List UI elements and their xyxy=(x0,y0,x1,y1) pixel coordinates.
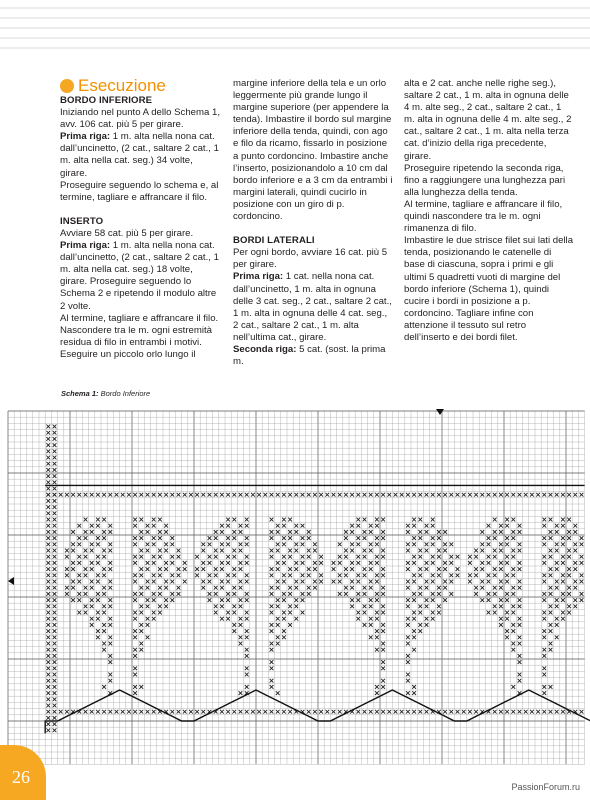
bullet-dot-icon xyxy=(60,79,74,93)
bordo-heading: BORDO INFERIORE xyxy=(60,95,153,106)
filet-chart-schema-1 xyxy=(0,405,590,765)
page-number: 26 xyxy=(12,767,30,787)
text-column-1 xyxy=(60,78,220,361)
instructions-text xyxy=(60,76,574,378)
inserto-prima-label: Prima riga: xyxy=(60,240,111,252)
schema-caption xyxy=(61,389,150,398)
inserto-prima-riga xyxy=(60,240,220,313)
col3-para3: Al termine, tagliare e affrancare il filo, quindi nascondere tra le m. ogni rimanenza di filo. xyxy=(404,198,563,235)
inserto-heading: INSERTO xyxy=(60,215,104,227)
bordi-seconda-riga xyxy=(233,344,393,368)
caption-text: Bordo Inferiore xyxy=(98,389,151,398)
bordi-intro: Per ogni bordo, avviare 16 cat. più 5 per girare. xyxy=(233,247,388,271)
col3-para2: Proseguire ripetendo la seconda riga, fino a raggiungere una lunghezza pari alla lunghezza della tenda. xyxy=(404,162,566,198)
col3-para4: Imbastire le due strisce filet sui lati della tenda, posizionando le catenelle di base di ciascuna, sopra i primi e gli ultimi 5 quadretti vuoti di margine del bordo inferiore (Schema 1), quindi cucire i bordi in posizione a p. cordoncino. Tagliare infine con attenzione il tessuto sul retro dell’inserto e dei bordi filet. xyxy=(404,235,574,343)
bordo-prima-riga xyxy=(60,131,220,179)
bordi-heading: BORDI LATERALI xyxy=(233,235,315,247)
inserto-eseguire: Eseguire un piccolo orlo lungo il xyxy=(60,348,196,360)
watermark: PassionForum.ru xyxy=(511,782,580,792)
bordi-prima-label: Prima riga: xyxy=(233,271,284,283)
header-rule-lines xyxy=(0,0,590,60)
bordi-seconda-label: Seconda riga: xyxy=(233,343,297,355)
caption-label: Schema 1: xyxy=(61,389,99,398)
inserto-intro: Avviare 58 cat. più 5 per girare. xyxy=(60,227,194,239)
inserto-end: Al termine, tagliare e affrancare il filo. Nascondere tra le m. ogni estremità residua di filo in entrambi i motivi. xyxy=(60,312,219,348)
col2-para1: margine inferiore della tela e un orlo leggermente più grande lungo il margine superiore (per appendere la tenda). Imbastire il bordo sul margine inferiore della tenda, quindi, con ago e filo da ricamo, fissarlo in posizione a punto cordoncino. Imbastire anche l’inserto, posizionandolo a 10 cm dal bordo inferiore e a 3 cm da entrambi i margini laterali, quindi cucirlo in posizione con un giro di p. cordoncino. xyxy=(233,78,393,223)
bordi-prima-riga xyxy=(233,271,393,344)
text-column-3 xyxy=(404,78,574,344)
bordi-prima-text: 1 cat. nella nona cat. dall’uncinetto, 1 m. alta in ognuna delle 3 cat. seg., 2 cat., saltare 2 cat., 1 m. alta in ognuna delle 4 cat. seg., 2 cat., saltare 2 cat., 1 m. alta nell’ultima cat., girare. xyxy=(233,271,392,343)
inserto-prima-text: 1 m. alta nella nona cat. dall’uncinetto, (2 cat., saltare 2 cat., 1 m. alta nella cat. seg.) 18 volte, girare. Proseguire seguendo lo Schema 2 e ripetendo il modulo altre 2 volte. xyxy=(60,240,219,312)
text-column-2 xyxy=(233,78,393,368)
bordi-seconda-text: 5 cat. (sost. la prima m. xyxy=(233,343,386,368)
bordo-intro: Iniziando nel punto A dello Schema 1, avv. 106 cat. più 5 per girare. xyxy=(60,107,221,131)
col3-para1: alta e 2 cat. anche nelle righe seg.), saltare 2 cat., 1 m. alta in ognuna delle 4 m. alte seg., 2 cat., saltare 2 cat., 1 m. alta in ognuna delle 4 m. alte seg., 2 cat., saltare 2 cat., 1 m. alta nella terza cat. d’inizio della riga precedente, girare. xyxy=(404,78,572,162)
section-title: Esecuzione xyxy=(78,76,166,95)
section-heading xyxy=(60,78,220,94)
prima-riga-text: 1 m. alta nella nona cat. dall’uncinetto, (2 cat., saltare 2 cat., 1 m. alta nella cat. seg.) 34 volte, girare. xyxy=(60,131,219,179)
prima-riga-label: Prima riga: xyxy=(60,131,111,143)
bordo-proseguire: Proseguire seguendo lo schema e, al termine, tagliare e affrancare il filo. xyxy=(60,179,219,203)
